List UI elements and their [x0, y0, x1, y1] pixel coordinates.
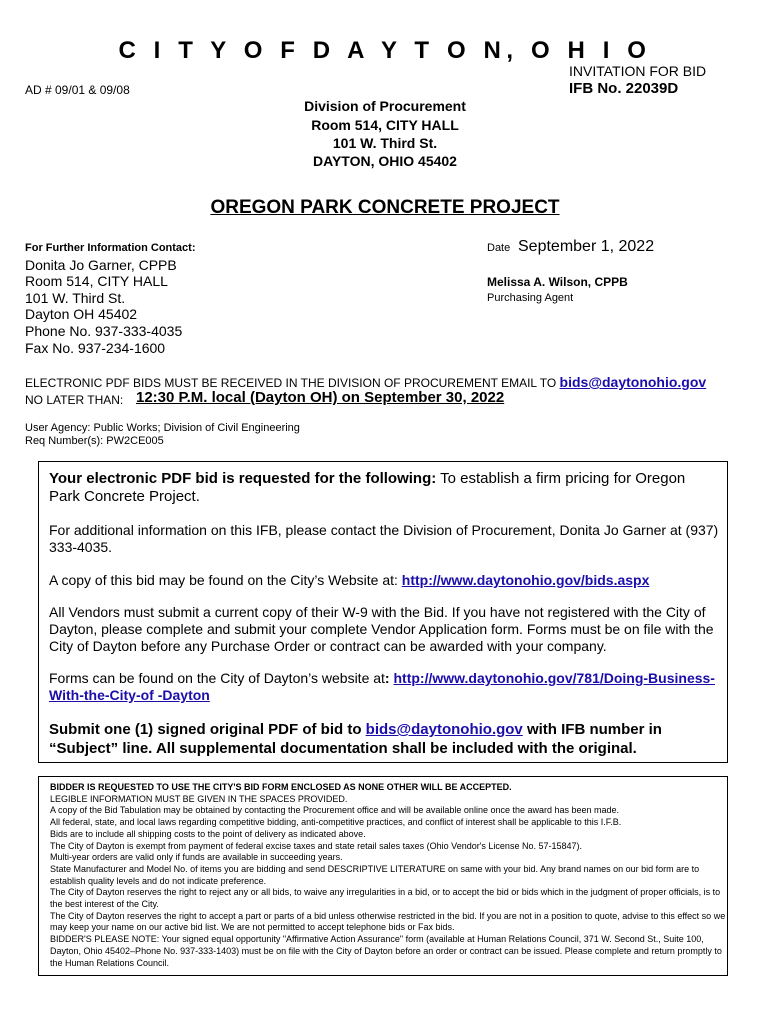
forms-colon: :	[384, 670, 394, 686]
additional-info-text: For additional information on this IFB, please contact the Division of Procurement, Donita Jo Garner at (937)	[49, 522, 719, 538]
contact-line: Donita Jo Garner, CPPB	[25, 257, 177, 273]
project-title: OREGON PARK CONCRETE PROJECT	[210, 197, 560, 218]
address-line: DAYTON, OHIO 45402	[313, 153, 457, 169]
rule-item: State Manufacturer and Model No. of items you are bidding and send DESCRIPTIVE LITERATURE on same with your bid. Any brand names on our bid form are to establish quality levels and do not indicate preference.	[50, 863, 700, 886]
req-number: Req Number(s): PW2CE005	[25, 435, 164, 447]
submit-email-link[interactable]: bids@daytonohio.gov	[365, 721, 523, 738]
address-line: Division of Procurement	[304, 98, 466, 114]
contact-line: Phone No. 937-333-4035	[25, 323, 183, 339]
rule-item: The City of Dayton reserves the right to reject any or all bids, to waive any irregularities in a bid, or to accept the bid or bids which in the judgment of proper officials, is to the best interest of the City.	[50, 887, 721, 910]
receive-text: ELECTRONIC PDF BIDS MUST BE RECEIVED IN THE DIVISION OF PROCUREMENT EMAIL TO	[25, 376, 560, 390]
submit-text-2: with IFB number in	[522, 721, 662, 738]
forms-text: Forms can be found on the City of Dayton’s website at	[49, 670, 385, 686]
rule-item: BIDDER IS REQUESTED TO USE THE CITY'S BID FORM ENCLOSED AS NONE OTHER WILL BE ACCEPTED.	[50, 782, 512, 792]
rule-item: Bids are to include all shipping costs to the point of delivery as indicated above.	[50, 828, 366, 839]
forms-paragraph	[49, 670, 719, 704]
contact-line: Fax No. 937-234-1600	[25, 340, 166, 356]
submission-instructions	[25, 374, 706, 390]
page-title: C I T Y O F D A Y T O N, O H I O	[118, 37, 652, 64]
bid-rules-box	[38, 776, 728, 976]
rule-item: A copy of the Bid Tabulation may be obtained by contacting the Procurement office and will be available online once the award has been made.	[50, 805, 620, 816]
contact-line: Room 514, CITY HALL	[25, 273, 168, 289]
rule-item: The City of Dayton is exempt from payment of federal excise taxes and state retail sales taxes (Ohio Vendor's License No. 57-15847).	[50, 840, 582, 851]
rule-item: BIDDER'S PLEASE NOTE: Your signed equal opportunity "Affirmative Action Assurance" form (available at Human Relations Council, 371 W. Second St., Suite 100, Dayton, Ohio 45402–Phone No. 937-333-1403) must be on file with the City of Dayton before an order or contract can be issued. Please complete and return promptly to the Human Relations Council.	[50, 934, 722, 968]
ad-number: AD # 09/01 & 09/08	[25, 83, 130, 97]
date-value: September 1, 2022	[518, 238, 655, 255]
contact-line: 101 W. Third St.	[25, 290, 126, 306]
contact-label: For Further Information Contact:	[25, 242, 196, 254]
rule-item: Multi-year orders are valid only if funds are available in succeeding years.	[50, 852, 343, 863]
purchasing-agent-name: Melissa A. Wilson, CPPB	[487, 275, 628, 289]
invitation-label: INVITATION FOR BID	[569, 63, 707, 79]
doing-business-link-2[interactable]: With-the-City-of -Dayton	[49, 687, 210, 703]
purchasing-agent-title: Purchasing Agent	[487, 292, 574, 304]
additional-info-paragraph	[49, 522, 719, 556]
rule-item: LEGIBLE INFORMATION MUST BE GIVEN IN THE SPACES PROVIDED.	[50, 793, 348, 804]
rule-item: The City of Dayton reserves the right to accept a part or parts of a bid unless otherwise restricted in the bid. If you are not in a position to quote, advise to this effect so we may keep your name on our active bid list. We are not permitted to accept telephone bids or Fax bids.	[50, 910, 726, 933]
submit-text: Submit one (1) signed original PDF of bid to	[49, 721, 366, 738]
contact-line: Dayton OH 45402	[25, 306, 138, 322]
bids-email-link[interactable]: bids@daytonohio.gov	[559, 374, 707, 390]
additional-info-text-2: 333-4035.	[49, 539, 113, 555]
request-text-2: Park Concrete Project.	[49, 488, 200, 505]
website-text: A copy of this bid may be found on the City’s Website at:	[49, 572, 402, 588]
w9-paragraph	[49, 604, 719, 655]
date-label: Date	[487, 242, 511, 254]
doing-business-link[interactable]: http://www.daytonohio.gov/781/Doing-Business-	[393, 670, 715, 686]
submit-paragraph	[49, 720, 719, 758]
address-line: Room 514, CITY HALL	[311, 117, 459, 133]
address-line: 101 W. Third St.	[332, 135, 438, 151]
w9-text-2: Dayton, please complete and submit your complete Vendor Application form. Forms must be on file with the	[49, 621, 714, 637]
website-paragraph	[49, 572, 719, 589]
bid-deadline: 12:30 P.M. local (Dayton OH) on September 30, 2022	[136, 389, 505, 406]
no-later-than-label: NO LATER THAN:	[25, 393, 124, 407]
request-paragraph	[49, 470, 719, 506]
rule-item: All federal, state, and local laws regarding competitive bidding, anti-competitive practices, and conflict of interest shall be applicable to this I.F.B.	[50, 817, 622, 828]
submit-text-3: “Subject” line. All supplemental documentation shall be included with the original.	[49, 740, 637, 757]
w9-text-3: City of Dayton before any Purchase Order or contract can be awarded with your company.	[49, 638, 607, 654]
request-heading: Your electronic PDF bid is requested for the following:	[49, 470, 437, 487]
request-text: To establish a firm pricing for Oregon	[436, 470, 686, 487]
user-agency: User Agency: Public Works; Division of Civil Engineering	[25, 422, 300, 434]
bids-website-link[interactable]: http://www.daytonohio.gov/bids.aspx	[401, 572, 650, 588]
w9-text: All Vendors must submit a current copy of their W-9 with the Bid. If you have not registered with the City of	[49, 604, 706, 620]
ifb-number: IFB No. 22039D	[569, 80, 679, 97]
